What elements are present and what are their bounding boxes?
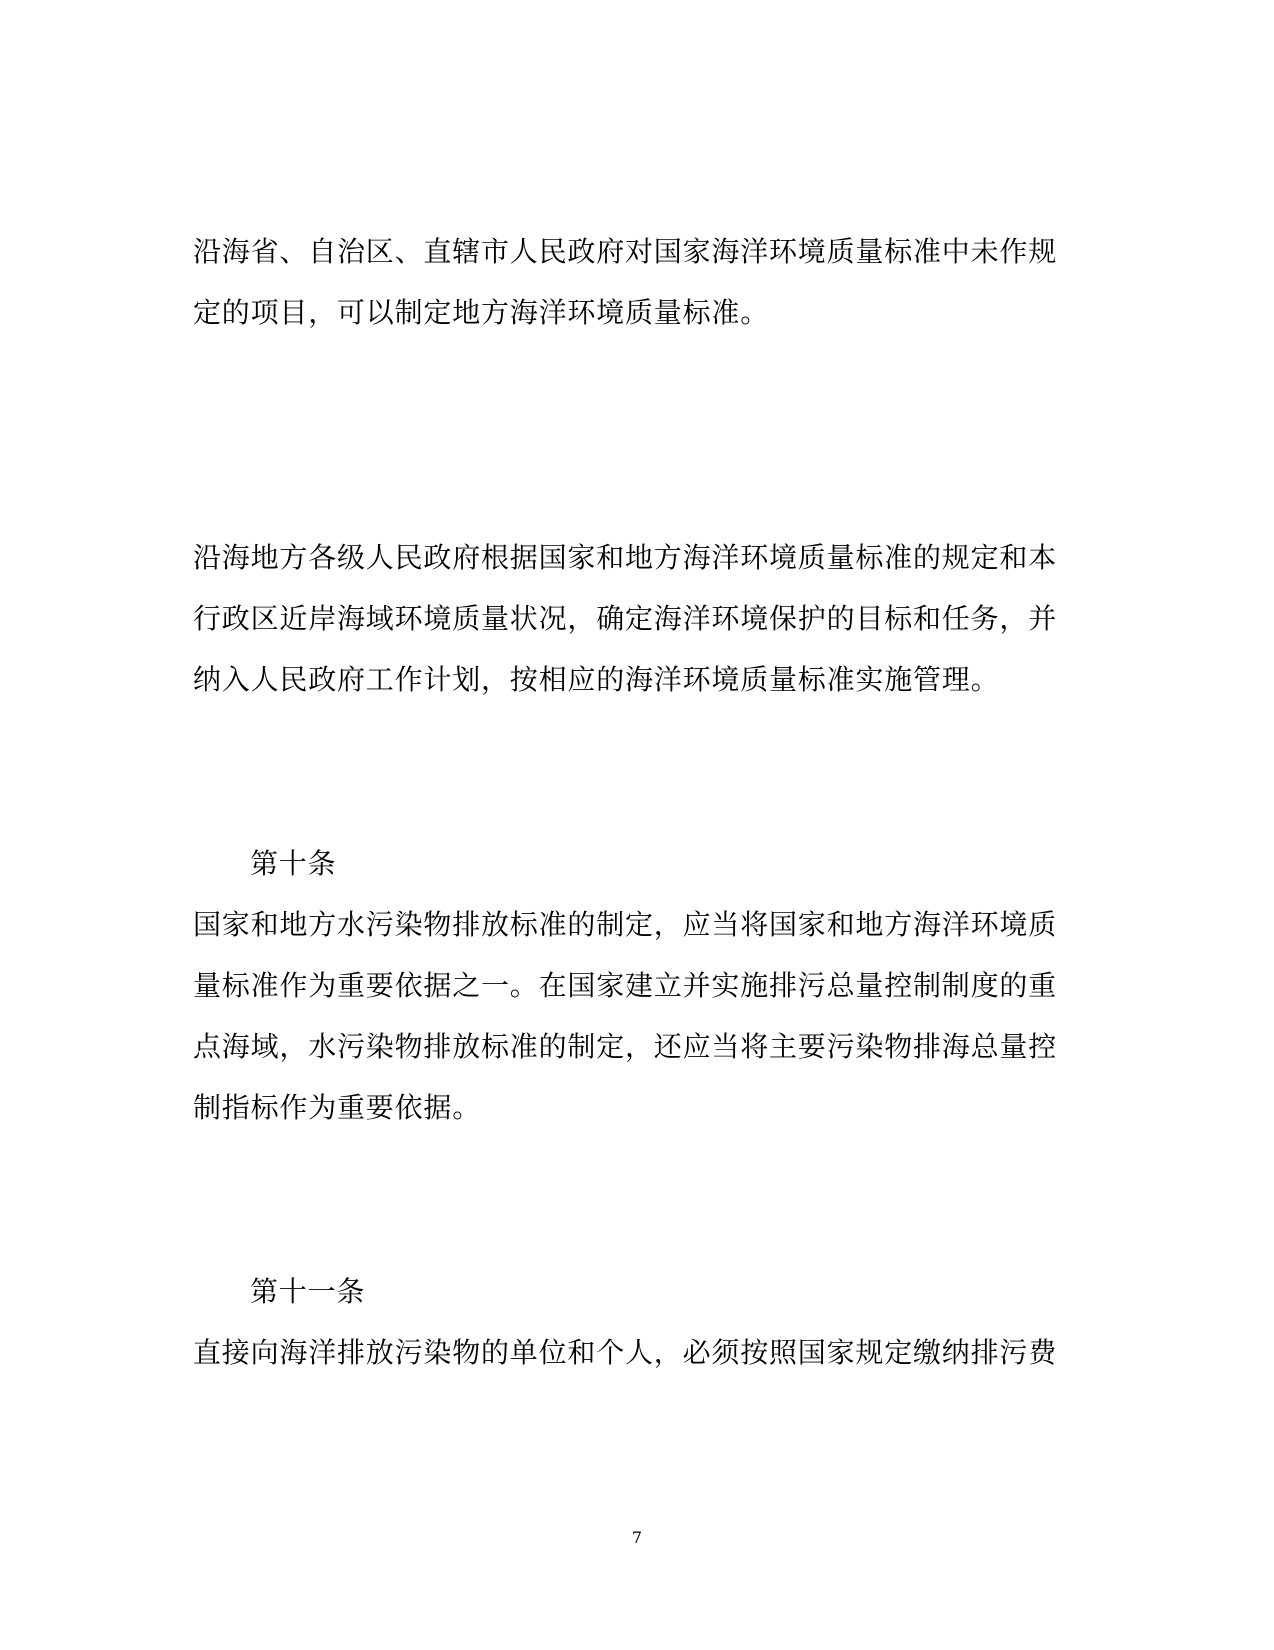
article-heading: 第十条 xyxy=(250,847,337,880)
text-line: 纳入人民政府工作计划，按相应的海洋环境质量标准实施管理。 xyxy=(193,663,1000,696)
text-line: 行政区近岸海域环境质量状况，确定海洋环境保护的目标和任务，并 xyxy=(193,602,1058,635)
text-line: 沿海省、自治区、直辖市人民政府对国家海洋环境质量标准中未作规 xyxy=(193,235,1058,268)
text-line: 直接向海洋排放污染物的单位和个人，必须按照国家规定缴纳排污费 xyxy=(193,1336,1058,1369)
page-number: 7 xyxy=(631,1528,643,1547)
text-line: 定的项目，可以制定地方海洋环境质量标准。 xyxy=(193,296,770,329)
text-line: 沿海地方各级人民政府根据国家和地方海洋环境质量标准的规定和本 xyxy=(193,541,1058,574)
text-line: 量标准作为重要依据之一。在国家建立并实施排污总量控制制度的重 xyxy=(193,969,1058,1002)
text-line: 点海域，水污染物排放标准的制定，还应当将主要污染物排海总量控 xyxy=(193,1030,1058,1063)
text-line: 国家和地方水污染物排放标准的制定，应当将国家和地方海洋环境质 xyxy=(193,908,1058,941)
text-line: 制指标作为重要依据。 xyxy=(193,1091,482,1124)
article-heading: 第十一条 xyxy=(250,1275,366,1308)
